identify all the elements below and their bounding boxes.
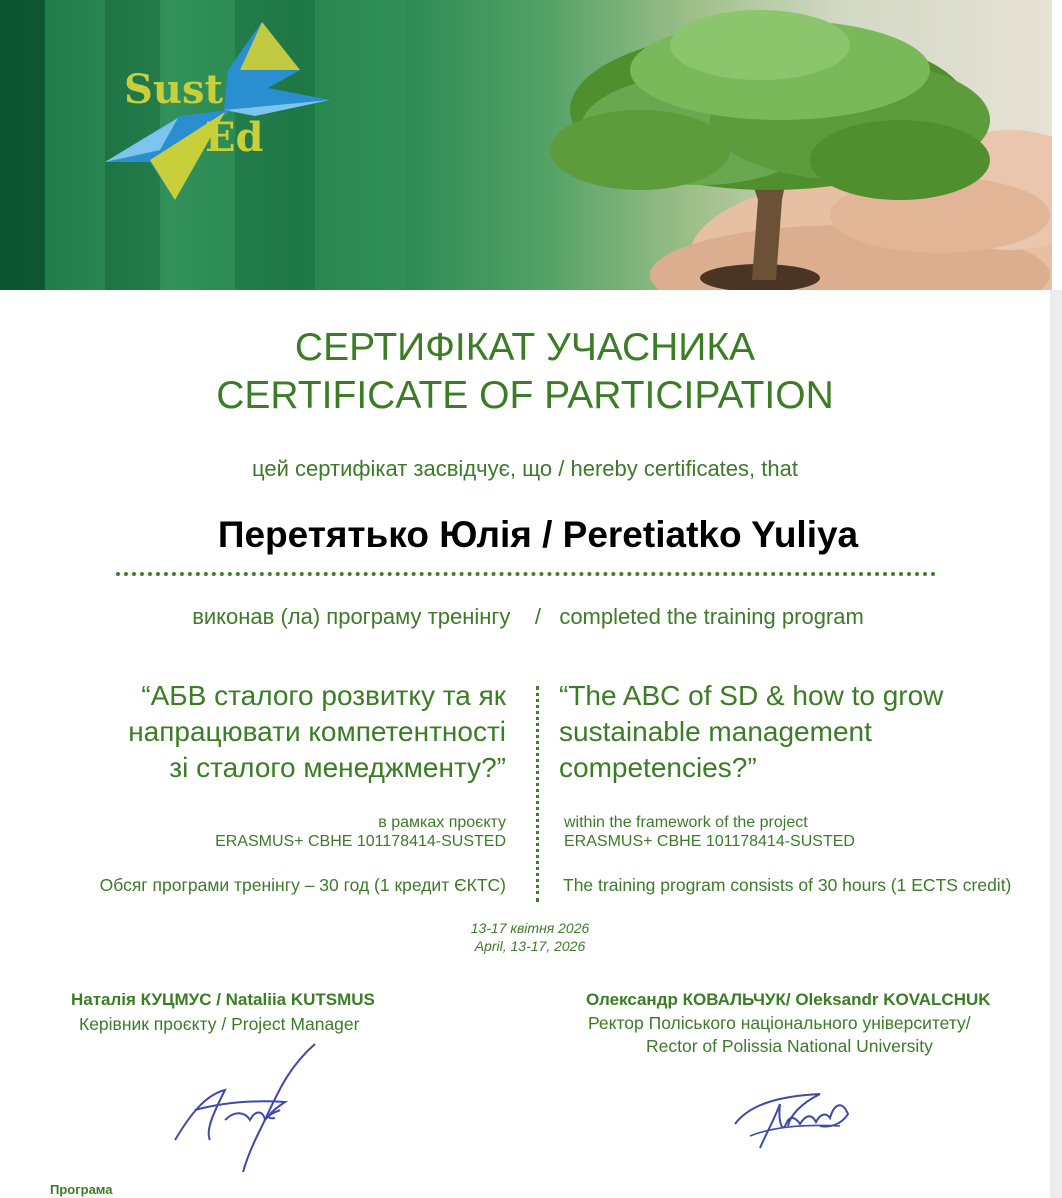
program-title-ua-line: зі сталого менеджменту?” <box>169 752 506 783</box>
certificate-title-ua: СЕРТИФІКАТ УЧАСНИКА <box>294 326 756 369</box>
tree-in-hand-illustration <box>0 0 1052 290</box>
completed-program-text: виконав (ла) програму тренінгу / completed the training program <box>192 604 864 629</box>
page-edge <box>1050 290 1062 1198</box>
name-dotted-underline <box>116 572 936 576</box>
signature-left <box>165 1040 335 1180</box>
certificate-title-en: CERTIFICATE OF PARTICIPATION <box>216 374 834 417</box>
program-title-en <box>559 678 943 786</box>
project-framework-en <box>564 813 855 851</box>
column-divider <box>536 686 539 902</box>
dates-en: April, 13-17, 2026 <box>474 938 586 954</box>
signatory-right-name: Олександр КОВАЛЬЧУК/ Oleksandr KOVALCHUK <box>586 990 991 1009</box>
header-banner <box>0 0 1052 290</box>
framework-label-en: within the framework of the project <box>564 814 808 831</box>
program-title-ua-line: “АБВ сталого розвитку та як <box>141 680 506 711</box>
project-code-ua: ERASMUS+ CBHE 101178414-SUSTED <box>215 833 506 850</box>
logo-text-ed: Ed <box>205 114 264 161</box>
program-title-en-line: competencies?” <box>559 752 757 783</box>
signatory-right-role-line1: Ректор Поліського національного університету/ <box>588 1013 971 1033</box>
program-volume-en: The training program consists of 30 hours (1 ECTS credit) <box>563 875 1012 895</box>
project-framework-ua <box>215 813 506 851</box>
program-title-ua <box>128 678 506 786</box>
dates-ua: 13-17 квітня 2026 <box>470 920 590 936</box>
program-title-ua-line: напрацювати компетентності <box>128 716 506 747</box>
signatory-left-name: Наталія КУЦМУС / Nataliia KUTSMUS <box>71 990 375 1009</box>
framework-label-ua: в рамках проєкту <box>378 814 506 831</box>
recipient-name: Перетятько Юлія / Peretiatko Yuliya <box>217 514 859 555</box>
program-title-en-line: “The ABC of SD & how to grow <box>559 680 944 711</box>
program-dates <box>330 919 730 955</box>
signatory-right-role-line2: Rector of Polissia National University <box>646 1036 933 1056</box>
footer-program-label: Програма <box>50 1182 113 1197</box>
signatory-left-role: Керівник проєкту / Project Manager <box>79 1014 360 1034</box>
project-code-en: ERASMUS+ CBHE 101178414-SUSTED <box>564 833 855 850</box>
program-volume-ua: Обсяг програми тренінгу – 30 год (1 кредит ЄКТС) <box>99 875 506 895</box>
program-title-en-line: sustainable management <box>559 716 872 747</box>
logo-text-sust: Sust <box>124 66 223 113</box>
signature-right <box>730 1084 860 1154</box>
certificate-subtitle: цей сертифікат засвідчує, що / hereby certificates, that <box>252 456 798 481</box>
